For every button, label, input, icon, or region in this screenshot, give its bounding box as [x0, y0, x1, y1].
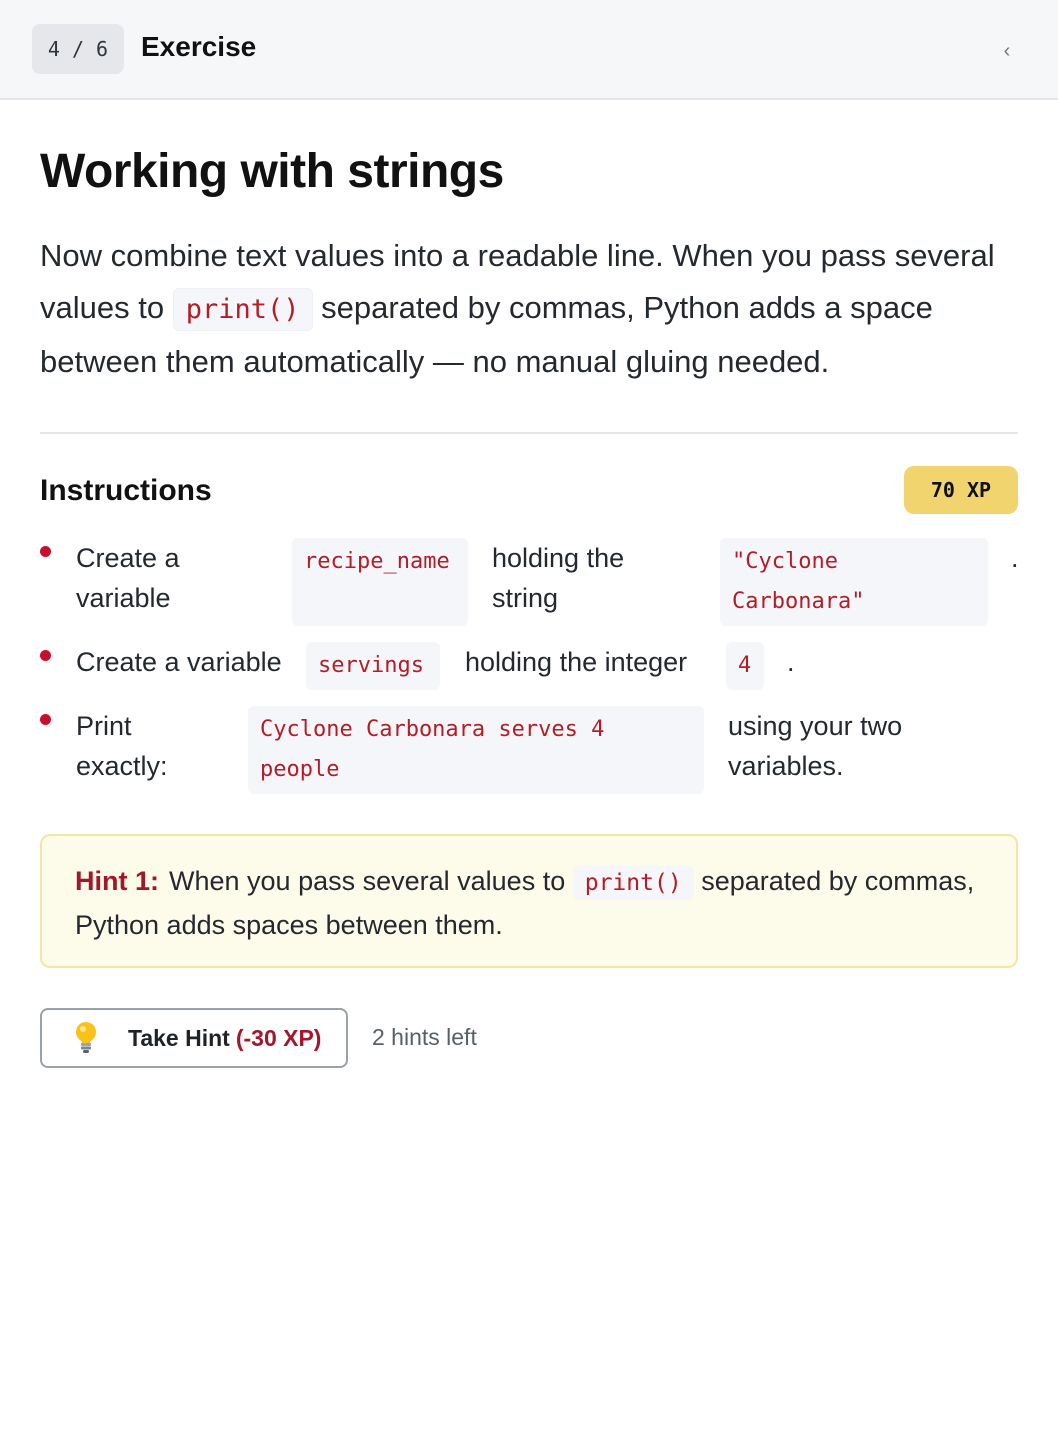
progress-indicator: 4 / 6 [32, 24, 124, 74]
hint-cost: (-30 XP) [235, 1024, 322, 1051]
page-title: Working with strings [40, 145, 504, 198]
hint-code: print() [573, 866, 694, 900]
hint-text-1: When you pass several values to [169, 866, 566, 896]
intro-text-1: Now combine text values into a readable line. When you pass several values to [40, 238, 995, 325]
instruction-text: holding the string [492, 543, 625, 613]
intro-text-2: separated by commas, Python adds a space between them automatically — no manual gluing needed. [40, 290, 933, 379]
lightbulb-icon [74, 1021, 98, 1055]
bullet-icon [40, 546, 51, 557]
instruction-text: Print exactly: [76, 711, 168, 781]
instruction-text: Create a variable [76, 543, 180, 613]
instruction-code: "Cyclone Carbonara" [720, 538, 988, 626]
hint-label: Hint 1: [75, 866, 159, 896]
instruction-text: using your two variables. [728, 711, 903, 781]
instruction-period: . [1011, 543, 1019, 573]
instruction-code: Cyclone Carbonara serves 4 people [248, 706, 704, 794]
instruction-code: servings [306, 642, 440, 690]
instruction-code: recipe_name [292, 538, 468, 626]
chevron-left-icon[interactable]: ‹ [1003, 39, 1011, 62]
xp-badge: 70 XP [904, 466, 1018, 514]
intro-code: print() [173, 288, 313, 331]
lesson-intro [40, 230, 1030, 388]
instruction-text: Create a variable [76, 647, 282, 677]
instruction-text: holding the integer [465, 647, 688, 677]
instructions-heading: Instructions [40, 474, 212, 507]
take-hint-label: Take Hint [128, 1024, 230, 1051]
bullet-icon [40, 650, 51, 661]
take-hint-button[interactable] [40, 1008, 348, 1068]
hint-box [40, 834, 1018, 968]
section-divider [40, 432, 1018, 434]
bullet-icon [40, 714, 51, 725]
exercise-header [0, 0, 1058, 100]
instruction-period: . [787, 647, 795, 677]
hint-text-2: separated by commas, Python adds spaces between them. [75, 866, 975, 940]
hints-remaining: 2 hints left [372, 1024, 477, 1050]
instruction-code: 4 [726, 642, 764, 690]
header-title: Exercise [141, 31, 257, 62]
